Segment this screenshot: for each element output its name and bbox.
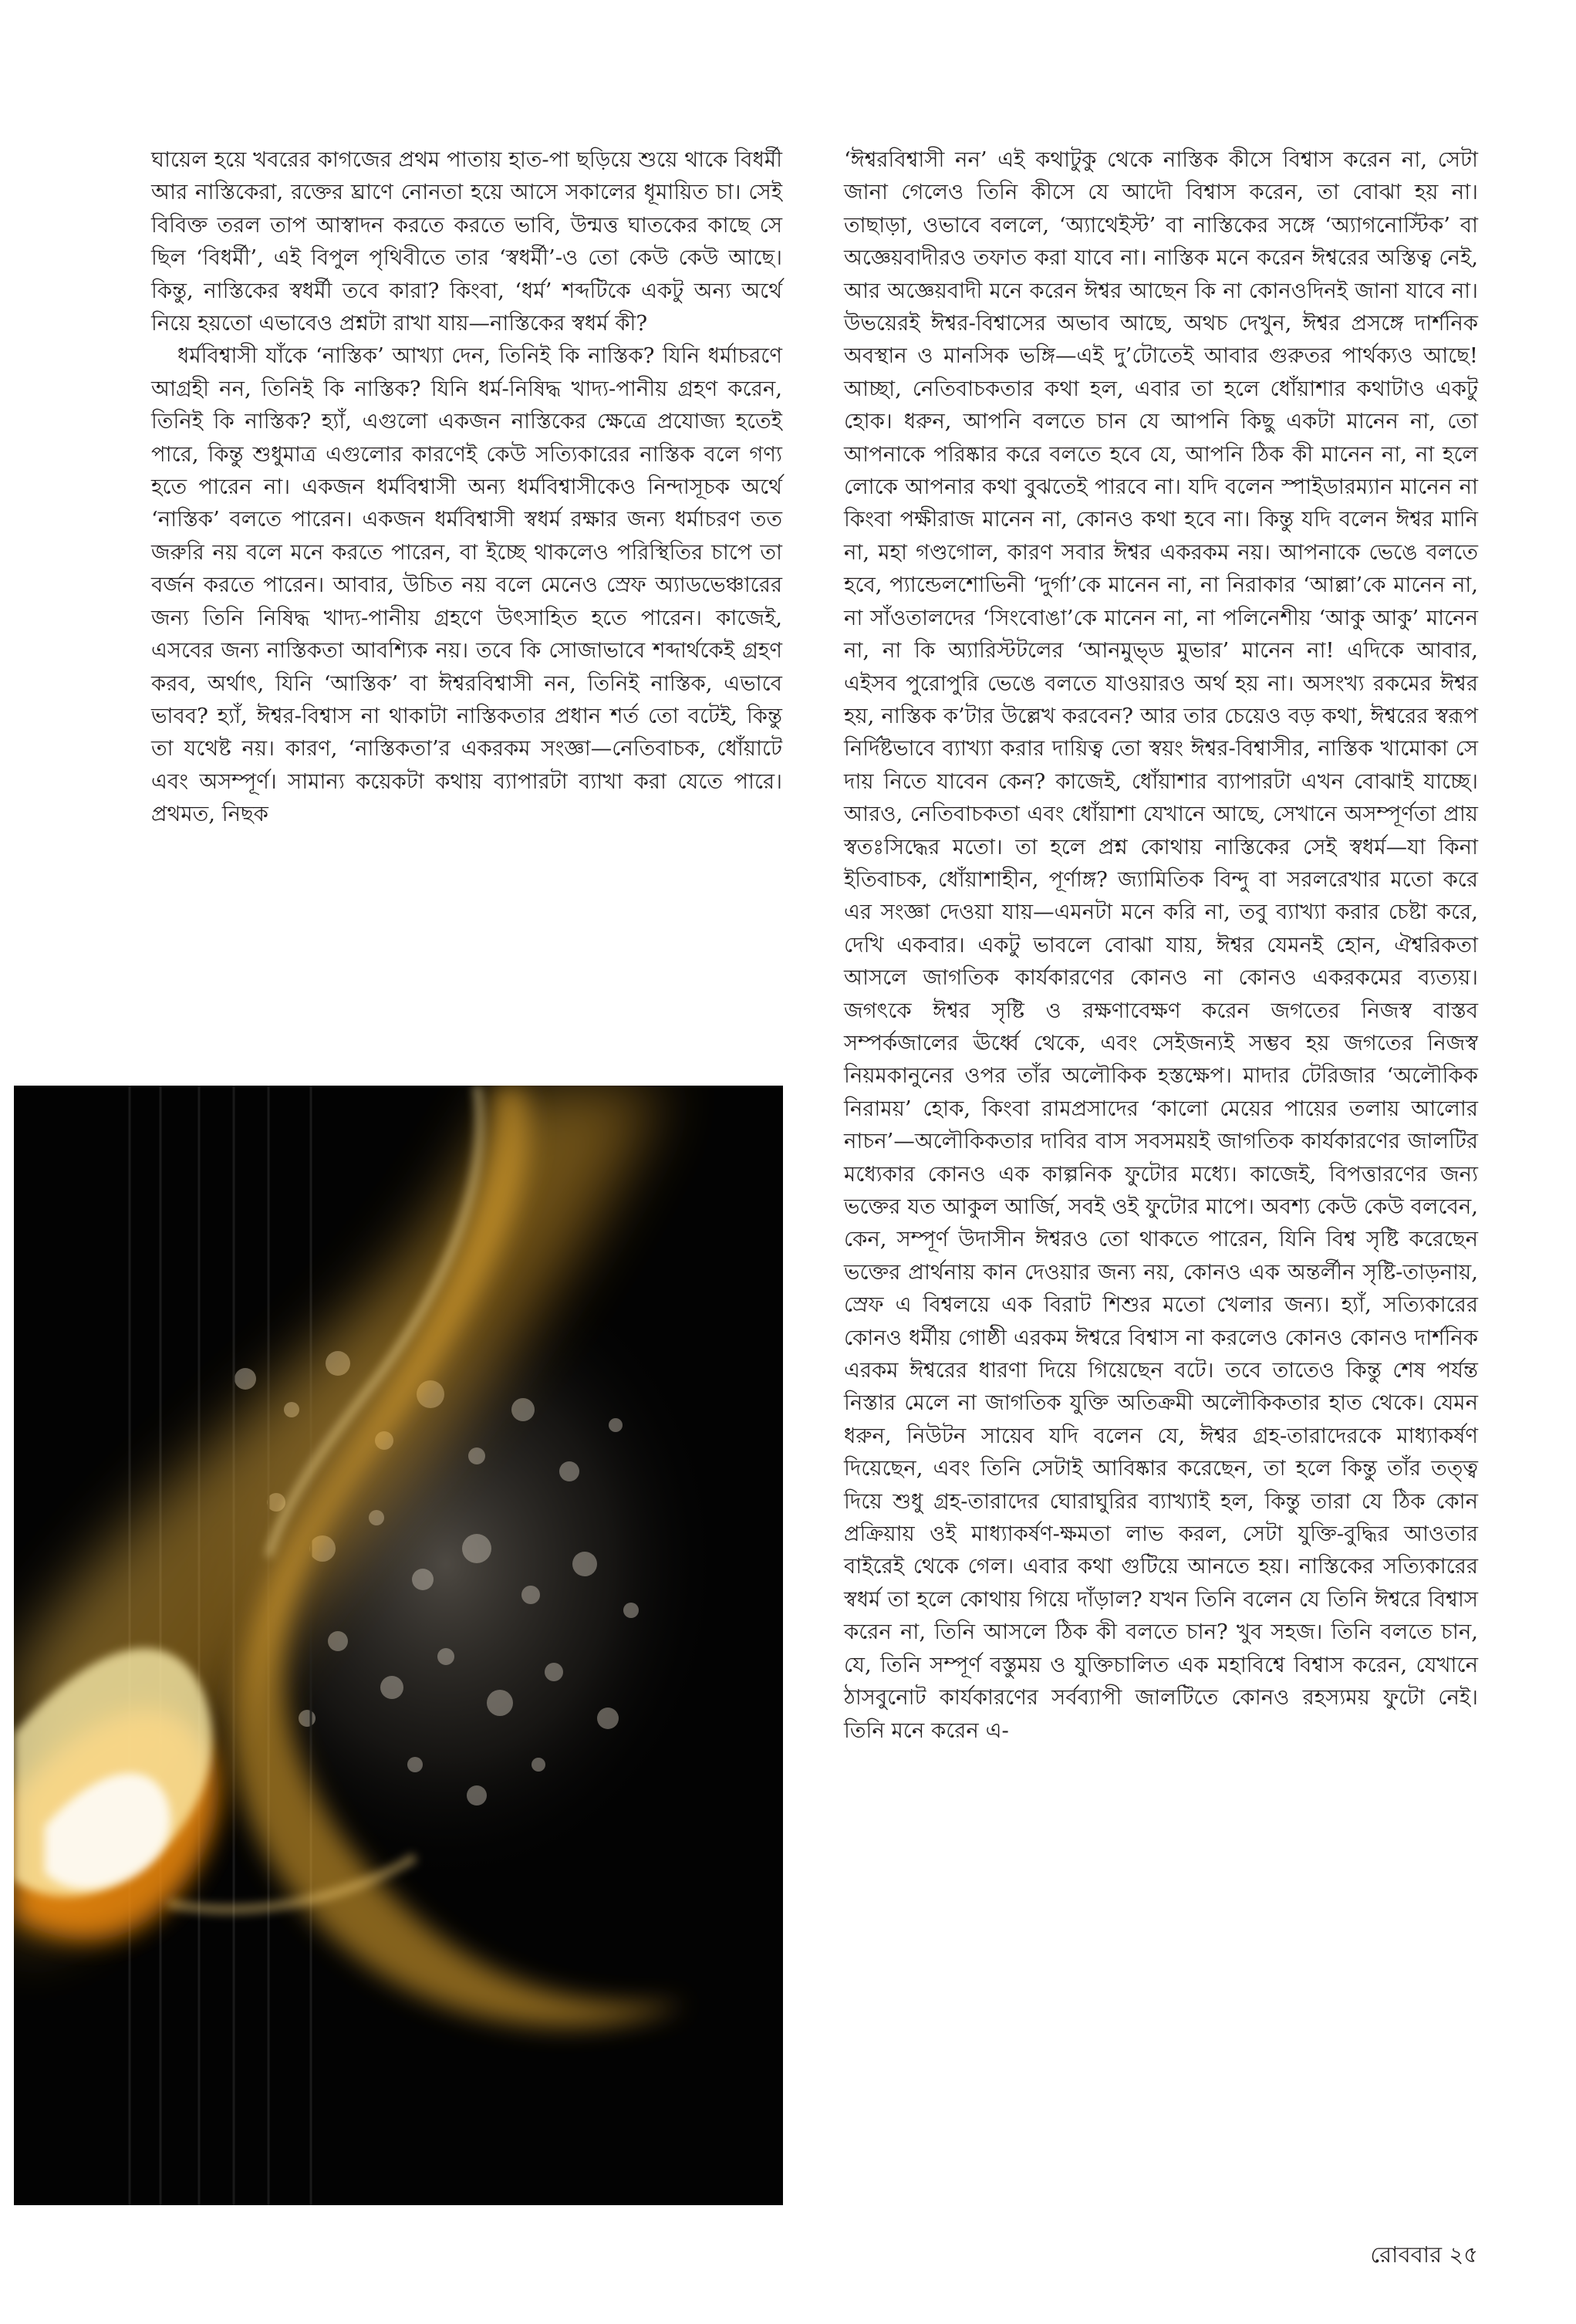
left-column [151,144,782,831]
paragraph: ঘায়েল হয়ে খবরের কাগজের প্রথম পাতায় হাত-পা ছড়িয়ে শুয়ে থাকে বিধর্মী আর নাস্তিকেরা, রক্তের ঘ্রাণে নোনতা হয়ে আসে সকালের ধূমায়িত চা। সেই বিবিক্ত তরল তাপ আস্বাদন করতে করতে ভাবি, উন্মত্ত ঘাতকের কাছে সে ছিল ‘বিধর্মী’, এই বিপুল পৃথিবীতে তার ‘স্বধর্মী’-ও তো কেউ কেউ আছে। কিন্তু, নাস্তিকের স্বধর্মী তবে কারা? কিংবা, ‘ধর্ম’ শব্দটিকে একটু অন্য অর্থে নিয়ে হয়তো এভাবেও প্রশ্নটা রাখা যায়—নাস্তিকের স্বধর্ম কী? [151,147,782,336]
right-column [844,144,1478,1747]
paragraph: ধর্মবিশ্বাসী যাঁকে ‘নাস্তিক’ আখ্যা দেন, তিনিই কি নাস্তিক? যিনি ধর্মাচরণে আগ্রহী নন, তিনিই কি নাস্তিক? যিনি ধর্ম-নিষিদ্ধ খাদ্য-পানীয় গ্রহণ করেন, তিনিই কি নাস্তিক? হ্যাঁ, এগুলো একজন নাস্তিকের ক্ষেত্রে প্রযোজ্য হতেই পারে, কিন্তু শুধুমাত্র এগুলোর কারণেই কেউ সত্যিকারের নাস্তিক বলে গণ্য হতে পারেন না। একজন ধর্মবিশ্বাসী অন্য ধর্মবিশ্বাসীকেও নিন্দাসূচক অর্থে ‘নাস্তিক’ বলতে পারেন। একজন ধর্মবিশ্বাসী স্বধর্ম রক্ষার জন্য ধর্মাচরণ তত জরুরি নয় বলে মনে করতে পারেন, বা ইচ্ছে থাকলেও পরিস্থিতির চাপে তা বর্জন করতে পারেন। আবার, উচিত নয় বলে মেনেও স্রেফ অ্যাডভেঞ্চারের জন্য তিনি নিষিদ্ধ খাদ্য-পানীয় গ্রহণে উৎসাহিত হতে পারেন। কাজেই, এসবের জন্য নাস্তিকতা আবশ্যিক নয়। তবে কি সোজাভাবে শব্দার্থকেই গ্রহণ করব, অর্থাৎ, যিনি ‘আস্তিক’ বা ঈশ্বরবিশ্বাসী নন, তিনিই নাস্তিক, এভাবে ভাবব? হ্যাঁ, ঈশ্বর-বিশ্বাস না থাকাটা নাস্তিকতার প্রধান শর্ত তো বটেই, কিন্তু তা যথেষ্ট নয়। কারণ, ‘নাস্তিকতা’র একরকম সংজ্ঞা—নেতিবাচক, ধোঁয়াটে এবং অসম্পূর্ণ। সামান্য কয়েকটা কথায় ব্যাপারটা ব্যাখা করা যেতে পারে। প্রথমত, নিছক [151,343,782,827]
flame-illustration [14,1086,783,2205]
page-folio: রোববার ২৫ [1370,2241,1478,2268]
flame-artwork [14,1086,783,2205]
paragraph: ‘ঈশ্বরবিশ্বাসী নন’ এই কথাটুকু থেকে নাস্তিক কীসে বিশ্বাস করেন না, সেটা জানা গেলেও তিনি কীসে যে আদৌ বিশ্বাস করেন, তা বোঝা হয় না। তাছাড়া, ওভাবে বললে, ‘অ্যাথেইস্ট’ বা নাস্তিকের সঙ্গে ‘অ্যাগনোস্টিক’ বা অজ্ঞেয়বাদীরও তফাত করা যাবে না। নাস্তিক মনে করেন ঈশ্বরের অস্তিত্ব নেই, আর অজ্ঞেয়বাদী মনে করেন ঈশ্বর আছেন কি না কোনওদিনই জানা যাবে না। উভয়েরই ঈশ্বর-বিশ্বাসের অভাব আছে, অথচ দেখুন, ঈশ্বর প্রসঙ্গে দার্শনিক অবস্থান ও মানসিক ভঙ্গি—এই দু’টোতেই আবার গুরুতর পার্থক্যও আছে! আচ্ছা, নেতিবাচকতার কথা হল, এবার তা হলে ধোঁয়াশার কথাটাও একটু হোক। ধরুন, আপনি বলতে চান যে আপনি কিছু একটা মানেন না, তো আপনাকে পরিষ্কার করে বলতে হবে যে, আপনি ঠিক কী মানেন না, না হলে লোকে আপনার কথা বুঝতেই পারবে না। যদি বলেন স্পাইডারম্যান মানেন না কিংবা পক্ষীরাজ মানেন না, কোনও কথা হবে না। কিন্তু যদি বলেন ঈশ্বর মানি না, মহা গণ্ডগোল, কারণ সবার ঈশ্বর একরকম নয়। আপনাকে ভেঙে বলতে হবে, প্যান্ডেলশোভিনী ‘দুর্গা’কে মানেন না, না নিরাকার ‘আল্লা’কে মানেন না, না সাঁওতালদের ‘সিংবোঙা’কে মানেন না, না পলিনেশীয় ‘আকু আকু’ মানেন না, না কি অ্যারিস্টটলের ‘আনমুভ্ড মুভার’ মানেন না! এদিকে আবার, এইসব পুরোপুরি ভেঙে বলতে যাওয়ারও অর্থ হয় না। অসংখ্য রকমের ঈশ্বর হয়, নাস্তিক ক’টার উল্লেখ করবেন? আর তার চেয়েও বড় কথা, ঈশ্বরের স্বরূপ নির্দিষ্টভাবে ব্যাখ্যা করার দায়িত্ব তো স্বয়ং ঈশ্বর-বিশ্বাসীর, নাস্তিক খামোকা সে দায় নিতে যাবেন কেন? কাজেই, ধোঁয়াশার ব্যাপারটা এখন বোঝাই যাচ্ছে। আরও, নেতিবাচকতা এবং ধোঁয়াশা যেখানে আছে, সেখানে অসম্পূর্ণতা প্রায় স্বতঃসিদ্ধের মতো। তা হলে প্রশ্ন কোথায় নাস্তিকের সেই স্বধর্ম—যা কিনা ইতিবাচক, ধোঁয়াশাহীন, পূর্ণাঙ্গ? জ্যামিতিক বিন্দু বা সরলরেখার মতো করে এর সংজ্ঞা দেওয়া যায়—এমনটা মনে করি না, তবু ব্যাখ্যা করার চেষ্টা করে, দেখি একবার। একটু ভাবলে বোঝা যায়, ঈশ্বর যেমনই হোন, ঐশ্বরিকতা আসলে জাগতিক কার্যকারণের কোনও না কোনও একরকমের ব্যত্যয়। জগৎকে ঈশ্বর সৃষ্টি ও রক্ষণাবেক্ষণ করেন জগতের নিজস্ব বাস্তব সম্পর্কজালের ঊর্ধ্বে থেকে, এবং সেইজন্যই সম্ভব হয় জগতের নিজস্ব নিয়মকানুনের ওপর তাঁর অলৌকিক হস্তক্ষেপ। মাদার টেরিজার ‘অলৌকিক নিরাময়’ হোক, কিংবা রামপ্রসাদের ‘কালো মেয়ের পায়ের তলায় আলোর নাচন’—অলৌকিকতার দাবির বাস সবসময়ই জাগতিক কার্যকারণের জালটির মধ্যেকার কোনও এক কাল্পনিক ফুটোর মধ্যে। কাজেই, বিপত্তারণের জন্য ভক্তের যত আকুল আর্জি, সবই ওই ফুটোর মাপে। অবশ্য কেউ কেউ বলবেন, কেন, সম্পূর্ণ উদাসীন ঈশ্বরও তো থাকতে পারেন, যিনি বিশ্ব সৃষ্টি করেছেন ভক্তের প্রার্থনায় কান দেওয়ার জন্য নয়, কোনও এক অন্তর্লীন সৃষ্টি-তাড়নায়, স্রেফ এ বিশ্বলয়ে এক বিরাট শিশুর মতো খেলার জন্য। হ্যাঁ, সত্যিকারের কোনও ধর্মীয় গোষ্ঠী এরকম ঈশ্বরে বিশ্বাস না করলেও কোনও কোনও দার্শনিক এরকম ঈশ্বরের ধারণা দিয়ে গিয়েছেন বটে। তবে তাতেও কিন্তু শেষ পর্যন্ত নিস্তার মেলে না জাগতিক যুক্তি অতিক্রমী অলৌকিকতার হাত থেকে। যেমন ধরুন, নিউটন সায়েব যদি বলেন যে, ঈশ্বর গ্রহ-তারাদেরকে মাধ্যাকর্ষণ দিয়েছেন, এবং তিনি সেটাই আবিষ্কার করেছেন, তা হলে কিন্তু তাঁর তত্ত্ব দিয়ে শুধু গ্রহ-তারাদের ঘোরাঘুরির ব্যাখ্যাই হল, কিন্তু তারা যে ঠিক কোন প্রক্রিয়ায় ওই মাধ্যাকর্ষণ-ক্ষমতা লাভ করল, সেটা যুক্তি-বুদ্ধির আওতার বাইরেই থেকে গেল। এবার কথা গুটিয়ে আনতে হয়। নাস্তিকের সত্যিকারের স্বধর্ম তা হলে কোথায় গিয়ে দাঁড়াল? যখন তিনি বলেন যে তিনি ঈশ্বরে বিশ্বাস করেন না, তিনি আসলে ঠিক কী বলতে চান? খুব সহজ। তিনি বলতে চান, যে, তিনি সম্পূর্ণ বস্তুময় ও যুক্তিচালিত এক মহাবিশ্বে বিশ্বাস করেন, যেখানে ঠাসবুনোট কার্যকারণের সর্বব্যাপী জালটিতে কোনও রহস্যময় ফুটো নেই। তিনি মনে করেন এ- [844,147,1478,1743]
